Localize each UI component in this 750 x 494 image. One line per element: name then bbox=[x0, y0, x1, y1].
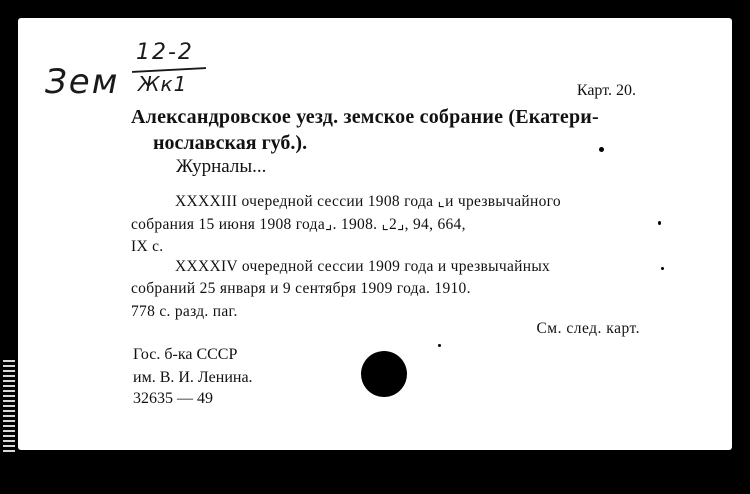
entry-1-line-2: собрания 15 июня 1908 года⌟. 1908. ⌞2⌟, 94, 664, bbox=[131, 216, 466, 233]
subtitle: Журналы... bbox=[176, 156, 267, 177]
entry-1-line-3: IX с. bbox=[131, 238, 164, 255]
ink-speck bbox=[599, 147, 604, 152]
card-number: Карт. 20. bbox=[576, 82, 636, 99]
entry-2-line-1: XXXXIV очередной сессии 1909 года и чрезвычайных bbox=[175, 258, 551, 275]
entry-1-line-1: XXXXIII очередной сессии 1908 года ⌞и чрезвычайного bbox=[175, 193, 561, 210]
title-line-2: нославская губ.). bbox=[153, 132, 308, 154]
film-edge-marks bbox=[3, 360, 15, 452]
library-accession-number: 32635 — 49 bbox=[133, 390, 213, 407]
entry-2-line-2: собраний 25 января и 9 сентября 1909 года. 1910. bbox=[131, 280, 471, 297]
punch-hole bbox=[361, 351, 407, 397]
entry-2-line-3: 778 с. разд. паг. bbox=[131, 303, 238, 320]
handwritten-shelfmark-denominator: Жк1 bbox=[138, 72, 188, 96]
ink-speck bbox=[661, 267, 664, 270]
catalog-card bbox=[18, 18, 732, 450]
title-line-1: Александровское уезд. земское собрание (Екатери- bbox=[131, 106, 599, 128]
handwritten-shelfmark-numerator: 12-2 bbox=[136, 40, 194, 65]
see-next-card-note: См. след. карт. bbox=[536, 320, 640, 337]
library-stamp-line-2: им. В. И. Ленина. bbox=[133, 369, 253, 386]
ink-speck bbox=[658, 221, 661, 225]
ink-speck bbox=[438, 344, 441, 347]
library-stamp-line-1: Гос. б-ка СССР bbox=[133, 346, 238, 363]
handwritten-prefix: Зем bbox=[45, 62, 120, 102]
